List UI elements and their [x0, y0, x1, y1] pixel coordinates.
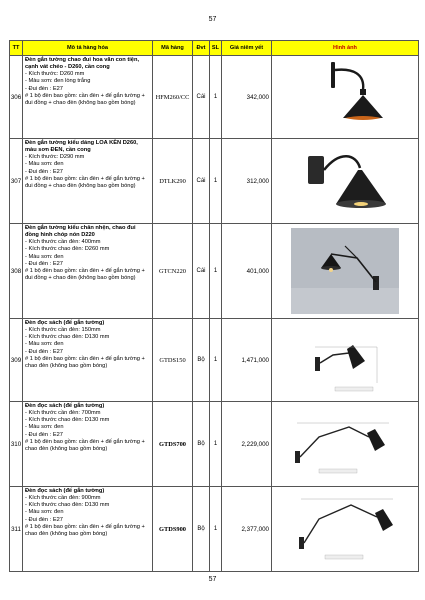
- product-detail: # 1 bộ đèn bao gồm: cần đèn + đế gắn tường + đui đồng + chao đèn (không bao gồm bóng): [25, 175, 145, 189]
- reading-lamp-long-arm-icon: [289, 407, 401, 481]
- row-number: 308: [10, 224, 23, 319]
- product-image-cell: [272, 319, 419, 402]
- product-detail: - Màu sơn: đen: [25, 341, 64, 348]
- product-code: GTDS700: [153, 402, 193, 487]
- product-price: 342,000: [222, 56, 272, 139]
- product-table: [9, 40, 419, 572]
- product-detail: - Màu sơn: đen: [25, 161, 64, 168]
- product-detail: - Đui đèn : E27: [25, 431, 63, 438]
- product-description: [23, 224, 153, 319]
- product-unit: Cái: [193, 56, 210, 139]
- table-row: [10, 487, 419, 572]
- product-image-cell: [272, 139, 419, 224]
- product-unit: Bộ: [193, 319, 210, 402]
- product-detail: - Kích thước: D290 mm: [25, 154, 85, 161]
- trumpet-wall-lamp-icon: [290, 146, 400, 216]
- product-unit: Cái: [193, 139, 210, 224]
- table-row: [10, 402, 419, 487]
- product-qty: 1: [210, 487, 222, 572]
- product-description: [23, 139, 153, 224]
- product-title: Đèn đọc sách (đế gắn tường): [25, 320, 105, 326]
- product-detail: - Kích thước cần đèn: 150mm: [25, 327, 101, 334]
- reading-lamp-extra-long-arm-icon: [289, 491, 401, 567]
- product-image-cell: [272, 56, 419, 139]
- product-price: 312,000: [222, 139, 272, 224]
- product-detail: - Kích thước: D260 mm: [25, 71, 85, 78]
- table-header-row: [10, 41, 419, 56]
- product-qty: 1: [210, 319, 222, 402]
- product-detail: # 1 bộ đèn bao gồm: cần đèn + đế gắn tường + chao đèn (không bao gồm bóng): [25, 523, 145, 537]
- product-description: [23, 487, 153, 572]
- product-code: GTCN220: [153, 224, 193, 319]
- product-detail: - Kích thước cần đèn: 400mm: [25, 239, 101, 246]
- product-price: 401,000: [222, 224, 272, 319]
- page-number-bottom: 57: [208, 576, 217, 583]
- product-detail: # 1 bộ đèn bao gồm: cần đèn + đế gắn tường + chao đèn (không bao gồm bóng): [25, 355, 145, 369]
- row-number: 309: [10, 319, 23, 402]
- product-detail: - Đui đèn : E27: [25, 168, 63, 175]
- header-code: Mã hàng: [153, 41, 193, 56]
- product-code: DTLK290: [153, 139, 193, 224]
- product-title: Đèn gắn tường kiểu dáng LOA KÈN D260, màu sơn ĐEN, cần cong: [25, 140, 138, 154]
- row-number: 306: [10, 56, 23, 139]
- product-code: GTDS150: [153, 319, 193, 402]
- product-detail: - Đui đèn : E27: [25, 85, 63, 92]
- product-detail: # 1 bộ đèn bao gồm: cần đèn + đế gắn tường + chao đèn (không bao gồm bóng): [25, 438, 145, 452]
- product-price: 2,229,000: [222, 402, 272, 487]
- product-detail: - Đui đèn : E27: [25, 516, 63, 523]
- product-detail: - Đui đèn : E27: [25, 260, 63, 267]
- product-detail: - Màu sơn: đen: [25, 253, 64, 260]
- product-detail: - Màu sơn: đen: [25, 424, 64, 431]
- table-row: [10, 319, 419, 402]
- product-detail: - Đui đèn : E27: [25, 348, 63, 355]
- product-price: 2,377,000: [222, 487, 272, 572]
- product-detail: - Màu sơn: đen: [25, 509, 64, 516]
- product-description: [23, 56, 153, 139]
- product-qty: 1: [210, 139, 222, 224]
- product-detail: - Kích thước chao đèn: D130 mm: [25, 502, 110, 509]
- table-row: [10, 56, 419, 139]
- product-detail: - Kích thước chao đèn: D130 mm: [25, 417, 110, 424]
- row-number: 311: [10, 487, 23, 572]
- header-tt: TT: [10, 41, 23, 56]
- product-code: GTDS900: [153, 487, 193, 572]
- product-detail: - Kích thước cần đèn: 900mm: [25, 495, 101, 502]
- table-row: [10, 139, 419, 224]
- product-detail: - Kích thước chao đèn: D260 mm: [25, 246, 110, 253]
- header-description: Mô tả hàng hóa: [23, 41, 153, 56]
- header-image: Hình ảnh: [272, 41, 419, 56]
- product-title: Đèn đọc sách (đế gắn tường): [25, 403, 105, 409]
- product-qty: 1: [210, 402, 222, 487]
- product-title: Đèn đọc sách (đế gắn tường): [25, 488, 105, 494]
- product-image-cell: [272, 402, 419, 487]
- page-number-top: 57: [208, 16, 217, 23]
- product-price: 1,471,000: [222, 319, 272, 402]
- product-title: Đèn gắn tường chao đui hoa văn con tiện, cạnh vát chéo - D260, cần cong: [25, 57, 140, 71]
- product-detail: - Kích thước chao đèn: D130 mm: [25, 334, 110, 341]
- header-qty: SL: [210, 41, 222, 56]
- product-detail: # 1 bộ đèn bao gồm: cần đèn + đế gắn tường + đui đồng + chao đèn (không bao gồm bóng): [25, 267, 145, 281]
- spider-arm-wall-lamp-icon: [291, 228, 399, 314]
- product-image-cell: [272, 487, 419, 572]
- product-description: [23, 402, 153, 487]
- product-qty: 1: [210, 56, 222, 139]
- reading-lamp-short-arm-icon: [293, 323, 397, 397]
- product-unit: Bộ: [193, 487, 210, 572]
- gooseneck-wall-lamp-icon: [293, 60, 397, 134]
- product-unit: Cái: [193, 224, 210, 319]
- product-detail: - Màu sơn: đen lòng trắng: [25, 78, 91, 85]
- product-title: Đèn gắn tường kiểu chân nhện, chao đui đồng hình chóp nón D220: [25, 225, 136, 239]
- row-number: 307: [10, 139, 23, 224]
- product-description: [23, 319, 153, 402]
- row-number: 310: [10, 402, 23, 487]
- product-detail: - Kích thước cần đèn: 700mm: [25, 410, 101, 417]
- product-detail: # 1 bộ đèn bao gồm: cần đèn + đế gắn tường + đui đồng + chao đèn (không bao gồm bóng): [25, 92, 145, 106]
- product-image-cell: [272, 224, 419, 319]
- product-code: HFM260/CC: [153, 56, 193, 139]
- product-unit: Bộ: [193, 402, 210, 487]
- header-unit: Đvt: [193, 41, 210, 56]
- table-row: [10, 224, 419, 319]
- product-qty: 1: [210, 224, 222, 319]
- header-price: Giá niêm yết: [222, 41, 272, 56]
